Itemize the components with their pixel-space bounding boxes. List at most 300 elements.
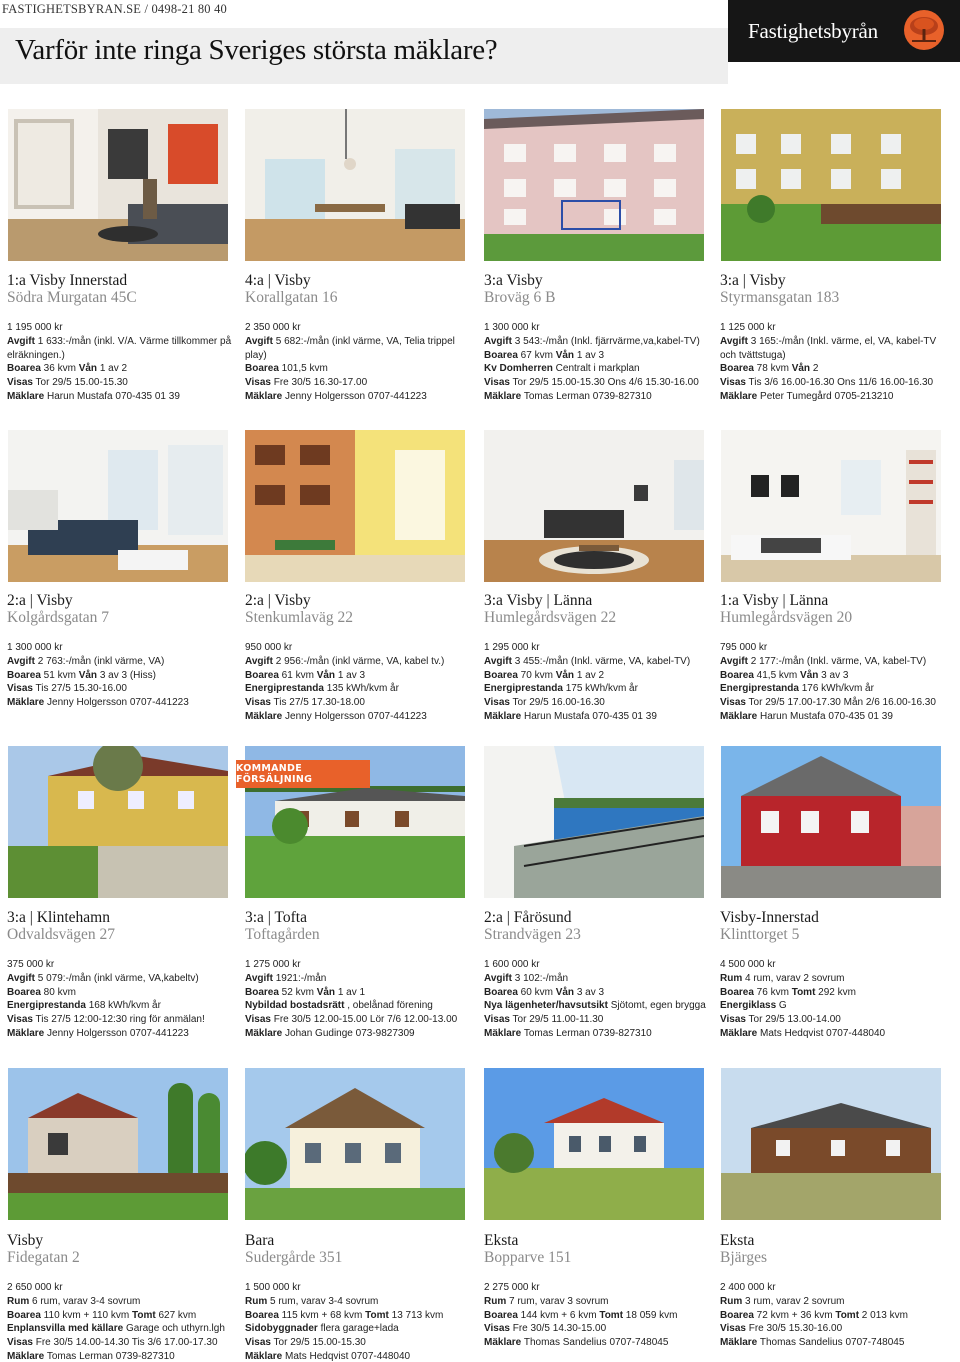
detail-value: Jenny Holgersson 0707-441223 [282,390,427,402]
listing-title: Bara [245,1232,275,1249]
detail-label: Sidobyggnader [245,1323,318,1335]
detail-value: 175 kWh/kvm år [562,683,638,695]
detail-line [720,1027,950,1041]
listing-address: Bjärges [720,1249,768,1266]
listing-title: 1:a Visby Innerstad [7,272,128,289]
listing-details [245,1281,475,1362]
detail-line [7,1336,237,1350]
detail-line [484,1013,714,1027]
listing-address: Broväg 6 B [484,289,556,306]
detail-label: Energiprestanda [245,683,324,695]
detail-value: 36 kvm [40,363,79,375]
detail-line [7,641,237,655]
detail-line [245,710,475,724]
detail-line [7,1013,237,1027]
detail-value: 3 102:-/mån [511,972,569,984]
detail-value: 2 763:-/mån (inkl värme, VA) [34,655,165,667]
detail-line [720,362,950,376]
detail-line [484,999,714,1013]
detail-value: Garage och uthyrn.lgh [123,1323,225,1335]
detail-value: 1 275 000 kr [245,959,301,970]
detail-label: Vån [555,349,575,361]
contact-line: FASTIGHETSBYRAN.SE / 0498-21 80 40 [2,2,227,16]
brand-logo[interactable] [728,0,960,62]
detail-line [720,376,950,390]
listing-photo-16[interactable] [721,1068,941,1220]
detail-line [7,1322,237,1336]
listing-6[interactable] [245,592,475,724]
detail-label: Mäklare [484,390,522,402]
listing-details [484,641,714,724]
listing-14[interactable] [245,1232,475,1362]
detail-label: Visas [484,697,510,709]
detail-line [720,999,950,1013]
detail-label: Avgift [484,972,512,984]
detail-label: Boarea [245,986,279,998]
listing-15[interactable] [484,1232,714,1350]
detail-line [484,321,714,335]
detail-label: Visas [484,1014,510,1026]
detail-line [720,682,950,696]
detail-label: Visas [720,377,746,389]
detail-line [245,1322,475,1336]
listing-12[interactable] [720,909,950,1041]
detail-label: Boarea [720,986,754,998]
listing-2[interactable] [245,272,475,404]
detail-line [245,376,475,390]
detail-line [484,986,714,1000]
detail-value: Tis 27/5 15.30-16.00 [32,683,127,695]
detail-line [484,1281,714,1295]
detail-value: Fre 30/5 12.00-15.00 Lör 7/6 12.00-13.00 [270,1014,458,1026]
listing-details [245,641,475,724]
listing-title: 1:a Visby | Länna [720,592,829,609]
detail-value: 51 kvm [40,669,79,681]
listing-details [720,321,950,404]
detail-line [245,958,475,972]
detail-label: Rum [720,1295,743,1307]
detail-value: 1 600 000 kr [484,959,540,970]
detail-value: Fre 30/5 16.30-17.00 [270,377,368,389]
detail-value: 292 kvm [815,986,856,998]
listing-4[interactable] [720,272,950,404]
detail-line [720,655,950,669]
detail-value: 101,5 kvm [278,363,328,375]
listing-address: Toftagården [245,926,320,943]
detail-label: Rum [484,1295,507,1307]
detail-value: 72 kvm + 36 kvm [753,1309,836,1321]
detail-line [7,1309,237,1323]
listing-5[interactable] [7,592,237,710]
listing-address: Korallgatan 16 [245,289,338,306]
listing-details [720,1281,950,1350]
listing-photo-5[interactable] [8,430,228,582]
logo-text: Fastighetsbyrån [748,19,878,43]
detail-line [245,1295,475,1309]
listing-title: 3:a | Visby [720,272,786,289]
detail-line [245,390,475,404]
detail-value: 1 av 2 [97,363,128,375]
detail-line [484,655,714,669]
detail-value: , obelånad förening [344,1000,433,1012]
listing-details [245,321,475,404]
detail-line [7,362,237,376]
detail-line [720,641,950,655]
detail-value: Tis 27/5 17.30-18.00 [270,697,365,709]
detail-value: 1 125 000 kr [720,322,776,333]
listing-address: Strandvägen 23 [484,926,581,943]
detail-value: 168 kWh/kvm år [85,1000,161,1012]
detail-value: 144 kvm + 6 kvm [517,1309,600,1321]
detail-label: Avgift [245,972,273,984]
detail-label: Avgift [484,335,512,347]
detail-label: Mäklare [245,390,283,402]
coming-sale-badge: KOMMANDE FÖRSÄLJNING [236,760,370,788]
detail-value: Tor 29/5 13.00-14.00 [745,1014,841,1026]
detail-line [245,696,475,710]
detail-line [7,1027,237,1041]
detail-value: 1 500 000 kr [245,1282,301,1293]
detail-value: 76 kvm [753,986,792,998]
detail-label: Boarea [720,363,754,375]
detail-label: Mäklare [7,697,45,709]
detail-label: Boarea [484,1309,518,1321]
detail-line [484,696,714,710]
detail-value: 2 013 kvm [859,1309,908,1321]
detail-value: 7 rum, varav 3 sovrum [506,1295,609,1307]
listing-photo-11[interactable] [484,746,704,898]
detail-value: Tor 29/5 15.00-15.30 [32,377,128,389]
detail-value: 1 295 000 kr [484,642,540,653]
listing-1[interactable] [7,272,237,404]
detail-line [484,335,714,349]
detail-label: Mäklare [720,1027,758,1039]
detail-line [484,1027,714,1041]
detail-value: 1 av 3 [335,669,366,681]
detail-value: 176 kWh/kvm år [798,683,874,695]
detail-value: 2 400 000 kr [720,1282,776,1293]
detail-label: Visas [720,1014,746,1026]
detail-value: Thomas Sandelius 0707-748045 [757,1337,905,1349]
detail-value: Fre 30/5 14.30-15.00 [509,1323,607,1335]
detail-label: Enplansvilla med källare [7,1323,124,1335]
detail-value: 2 350 000 kr [245,322,301,333]
detail-line [7,696,237,710]
detail-value: G [776,1000,787,1012]
detail-label: Mäklare [484,1337,522,1349]
detail-line [484,376,714,390]
detail-value: 6 rum, varav 3-4 sovrum [29,1295,141,1307]
detail-line [245,1309,475,1323]
listing-photo-7[interactable] [484,430,704,582]
detail-line [245,655,475,669]
detail-label: Visas [7,377,33,389]
detail-line [7,1350,237,1362]
detail-label: Vån [78,669,98,681]
detail-line [245,1281,475,1295]
detail-line [484,682,714,696]
detail-label: Visas [720,697,746,709]
detail-label: Energiklass [720,1000,777,1012]
detail-line [484,1295,714,1309]
listing-address: Sudergårde 351 [245,1249,343,1266]
detail-line [720,321,950,335]
detail-value: 795 000 kr [720,642,768,653]
detail-label: Avgift [720,335,748,347]
detail-value: Sjötomt, egen brygga [607,1000,706,1012]
detail-value: 3 165:-/mån (Inkl. värme, el, VA, kabel-TV och tvättstuga) [720,335,937,361]
detail-line [484,362,714,376]
listing-photo-9[interactable] [8,746,228,898]
detail-line [245,641,475,655]
listing-title: Eksta [484,1232,519,1249]
listing-address: Styrmansgatan 183 [720,289,840,306]
detail-label: Tomt [365,1309,389,1321]
detail-value: 110 kvm + 110 kvm [40,1309,132,1321]
listing-title: 3:a Visby | Länna [484,592,593,609]
detail-label: Mäklare [484,710,522,722]
detail-label: Boarea [7,986,41,998]
detail-value: Tis 27/5 12:00-12:30 ring för anmälan! [32,1014,205,1026]
detail-line [720,390,950,404]
detail-label: Energiprestanda [720,683,799,695]
detail-value: 5 079:-/mån (inkl värme, VA,kabeltv) [34,972,199,984]
detail-label: Energiprestanda [484,683,563,695]
detail-label: Rum [245,1295,268,1307]
detail-line [245,669,475,683]
detail-label: Nybildad bostadsrätt [245,1000,345,1012]
listing-13[interactable] [7,1232,237,1362]
detail-line [7,682,237,696]
detail-value: Tor 29/5 11.00-11.30 [509,1014,604,1026]
detail-label: Boarea [484,349,518,361]
detail-value: 4 500 000 kr [720,959,776,970]
detail-value: 3 av 3 [818,669,849,681]
detail-value: 1 300 000 kr [484,322,540,333]
detail-value: 2 956:-/mån (inkl värme, VA, kabel tv.) [272,655,445,667]
detail-value: 950 000 kr [245,642,293,653]
detail-value: 1921:-/mån [272,972,327,984]
detail-line [245,1350,475,1362]
detail-line [720,1281,950,1295]
detail-line [245,1013,475,1027]
detail-label: Mäklare [245,710,283,722]
listing-title: 2:a | Visby [7,592,73,609]
detail-label: Mäklare [7,1027,45,1039]
detail-label: Visas [7,1014,33,1026]
detail-value: 1 300 000 kr [7,642,63,653]
listing-details [7,1281,237,1362]
detail-value: 5 rum, varav 3-4 sovrum [267,1295,379,1307]
detail-value: Fre 30/5 14.00-14.30 Tis 3/6 17.00-17.30 [32,1337,218,1349]
detail-label: Mäklare [484,1027,522,1039]
detail-value: 78 kvm [753,363,792,375]
detail-line [7,376,237,390]
detail-line [484,1309,714,1323]
listing-details [720,958,950,1041]
detail-line [484,710,714,724]
listing-photo-2[interactable] [245,109,465,261]
detail-value: 115 kvm + 68 kvm [278,1309,366,1321]
listing-16[interactable] [720,1232,950,1350]
listing-title: 3:a Visby [484,272,543,289]
listing-photo-1[interactable] [8,109,228,261]
detail-value: Jenny Holgersson 0707-441223 [282,710,427,722]
detail-value: Tor 29/5 17.00-17.30 Mån 2/6 16.00-16.30 [745,697,936,709]
detail-label: Avgift [7,972,35,984]
detail-value: 70 kvm [517,669,556,681]
detail-value: 1 av 3 [574,349,605,361]
detail-label: Avgift [7,655,35,667]
listing-details [7,321,237,404]
detail-label: Visas [720,1323,746,1335]
detail-value: 1 195 000 kr [7,322,63,333]
listing-title: Visby-Innerstad [720,909,819,926]
detail-label: Visas [245,1337,271,1349]
listing-photo-4[interactable] [721,109,941,261]
listing-details [7,958,237,1041]
detail-line [245,1336,475,1350]
detail-label: Avgift [245,335,273,347]
detail-value: Mats Hedqvist 0707-448040 [282,1350,411,1362]
detail-label: Mäklare [720,1337,758,1349]
detail-value: Tor 29/5 15.00-15.30 [270,1337,366,1349]
listing-photo-8[interactable] [721,430,941,582]
detail-label: Tomt [131,1309,156,1321]
detail-label: Vån [791,363,811,375]
detail-label: Mäklare [7,390,45,402]
listing-photo-15[interactable] [484,1068,704,1220]
detail-value: Thomas Sandelius 0707-748045 [521,1337,669,1349]
detail-label: Rum [7,1295,30,1307]
detail-value: 3 543:-/mån (Inkl. fjärrvärme,va,kabel-TV) [511,335,700,347]
detail-value: Tor 29/5 15.00-15.30 Ons 4/6 15.30-16.00 [509,377,699,389]
detail-value: 41,5 kvm [753,669,801,681]
detail-value: Tomas Lerman 0739-827310 [521,1027,652,1039]
detail-line [7,1295,237,1309]
detail-value: 375 000 kr [7,959,55,970]
listing-photo-3[interactable] [484,109,704,261]
listing-address: Humlegårdsvägen 22 [484,609,617,626]
listing-7[interactable] [484,592,714,724]
detail-line [720,958,950,972]
listing-address: Bopparve 151 [484,1249,572,1266]
listing-10[interactable] [245,909,475,1041]
listing-title: 3:a | Klintehamn [7,909,110,926]
detail-label: Kv Domherren [484,363,553,375]
detail-line [484,669,714,683]
detail-label: Boarea [484,986,518,998]
listing-photo-6[interactable] [245,430,465,582]
detail-label: Vån [316,986,336,998]
detail-value: Harun Mustafa 070-435 01 39 [44,390,180,402]
detail-label: Tomt [599,1309,624,1321]
detail-value: flera garage+lada [317,1323,399,1335]
detail-value: 60 kvm [517,986,556,998]
detail-value: 67 kvm [517,349,556,361]
detail-label: Vån [316,669,336,681]
detail-line [7,390,237,404]
listing-photo-14[interactable] [245,1068,465,1220]
detail-value: 2 [810,363,819,375]
detail-value: Fre 30/5 15.30-16.00 [745,1323,843,1335]
listing-address: Odvaldsvägen 27 [7,926,116,943]
listing-11[interactable] [484,909,714,1041]
detail-line [720,1336,950,1350]
detail-value: 3 455:-/mån (Inkl. värme, VA, kabel-TV) [511,655,691,667]
detail-label: Visas [7,683,33,695]
detail-value: 52 kvm [278,986,317,998]
detail-label: Boarea [245,669,279,681]
listing-title: Visby [7,1232,44,1249]
detail-line [484,1322,714,1336]
detail-label: Boarea [7,1309,41,1321]
listing-title: 2:a | Visby [245,592,311,609]
detail-label: Tomt [791,986,816,998]
detail-label: Avgift [484,655,512,667]
detail-label: Mäklare [720,390,758,402]
detail-label: Boarea [720,669,754,681]
detail-line [720,696,950,710]
listing-9[interactable] [7,909,237,1041]
listing-title: Eksta [720,1232,755,1249]
detail-label: Visas [7,1337,33,1349]
detail-label: Nya lägenheter/havsutsikt [484,1000,608,1012]
listing-title: 2:a | Fårösund [484,909,572,926]
listing-photo-13[interactable] [8,1068,228,1220]
detail-line [7,655,237,669]
detail-value: 1 av 2 [574,669,605,681]
detail-label: Boarea [720,1309,754,1321]
detail-label: Visas [245,377,271,389]
listing-address: Kolgårdsgatan 7 [7,609,110,626]
detail-line [720,1322,950,1336]
detail-value: 13 713 kvm [388,1309,444,1321]
detail-value: 3 av 3 (Hiss) [97,669,156,681]
detail-value: Peter Tumegård 0705-213210 [757,390,894,402]
detail-line [245,1027,475,1041]
detail-label: Vån [800,669,819,681]
detail-line [720,1013,950,1027]
listing-details [7,641,237,710]
detail-value: Tomas Lerman 0739-827310 [521,390,652,402]
detail-label: Visas [484,377,510,389]
listing-8[interactable] [720,592,950,724]
detail-line [720,1309,950,1323]
listing-photo-12[interactable] [721,746,941,898]
listing-3[interactable] [484,272,714,404]
detail-value: 1 av 1 [335,986,366,998]
detail-line [245,335,473,363]
detail-label: Visas [245,697,271,709]
detail-line [720,669,950,683]
detail-value: 1 633:-/mån (inkl. V/A. Värme tillkommer på elräkningen.) [7,335,232,361]
detail-label: Avgift [720,655,748,667]
detail-line [720,710,950,724]
detail-line [245,972,475,986]
detail-value: 4 rum, varav 2 sovrum [742,972,845,984]
detail-value: Harun Mustafa 070-435 01 39 [521,710,657,722]
detail-value: 627 kvm [155,1309,197,1321]
detail-value: 2 275 000 kr [484,1282,540,1293]
detail-line [7,1281,237,1295]
detail-label: Boarea [245,1309,279,1321]
detail-line [7,999,237,1013]
detail-value: 80 kvm [40,986,76,998]
listing-title: 4:a | Visby [245,272,311,289]
detail-value: Centralt i markplan [552,363,640,375]
listing-details [484,1281,714,1350]
